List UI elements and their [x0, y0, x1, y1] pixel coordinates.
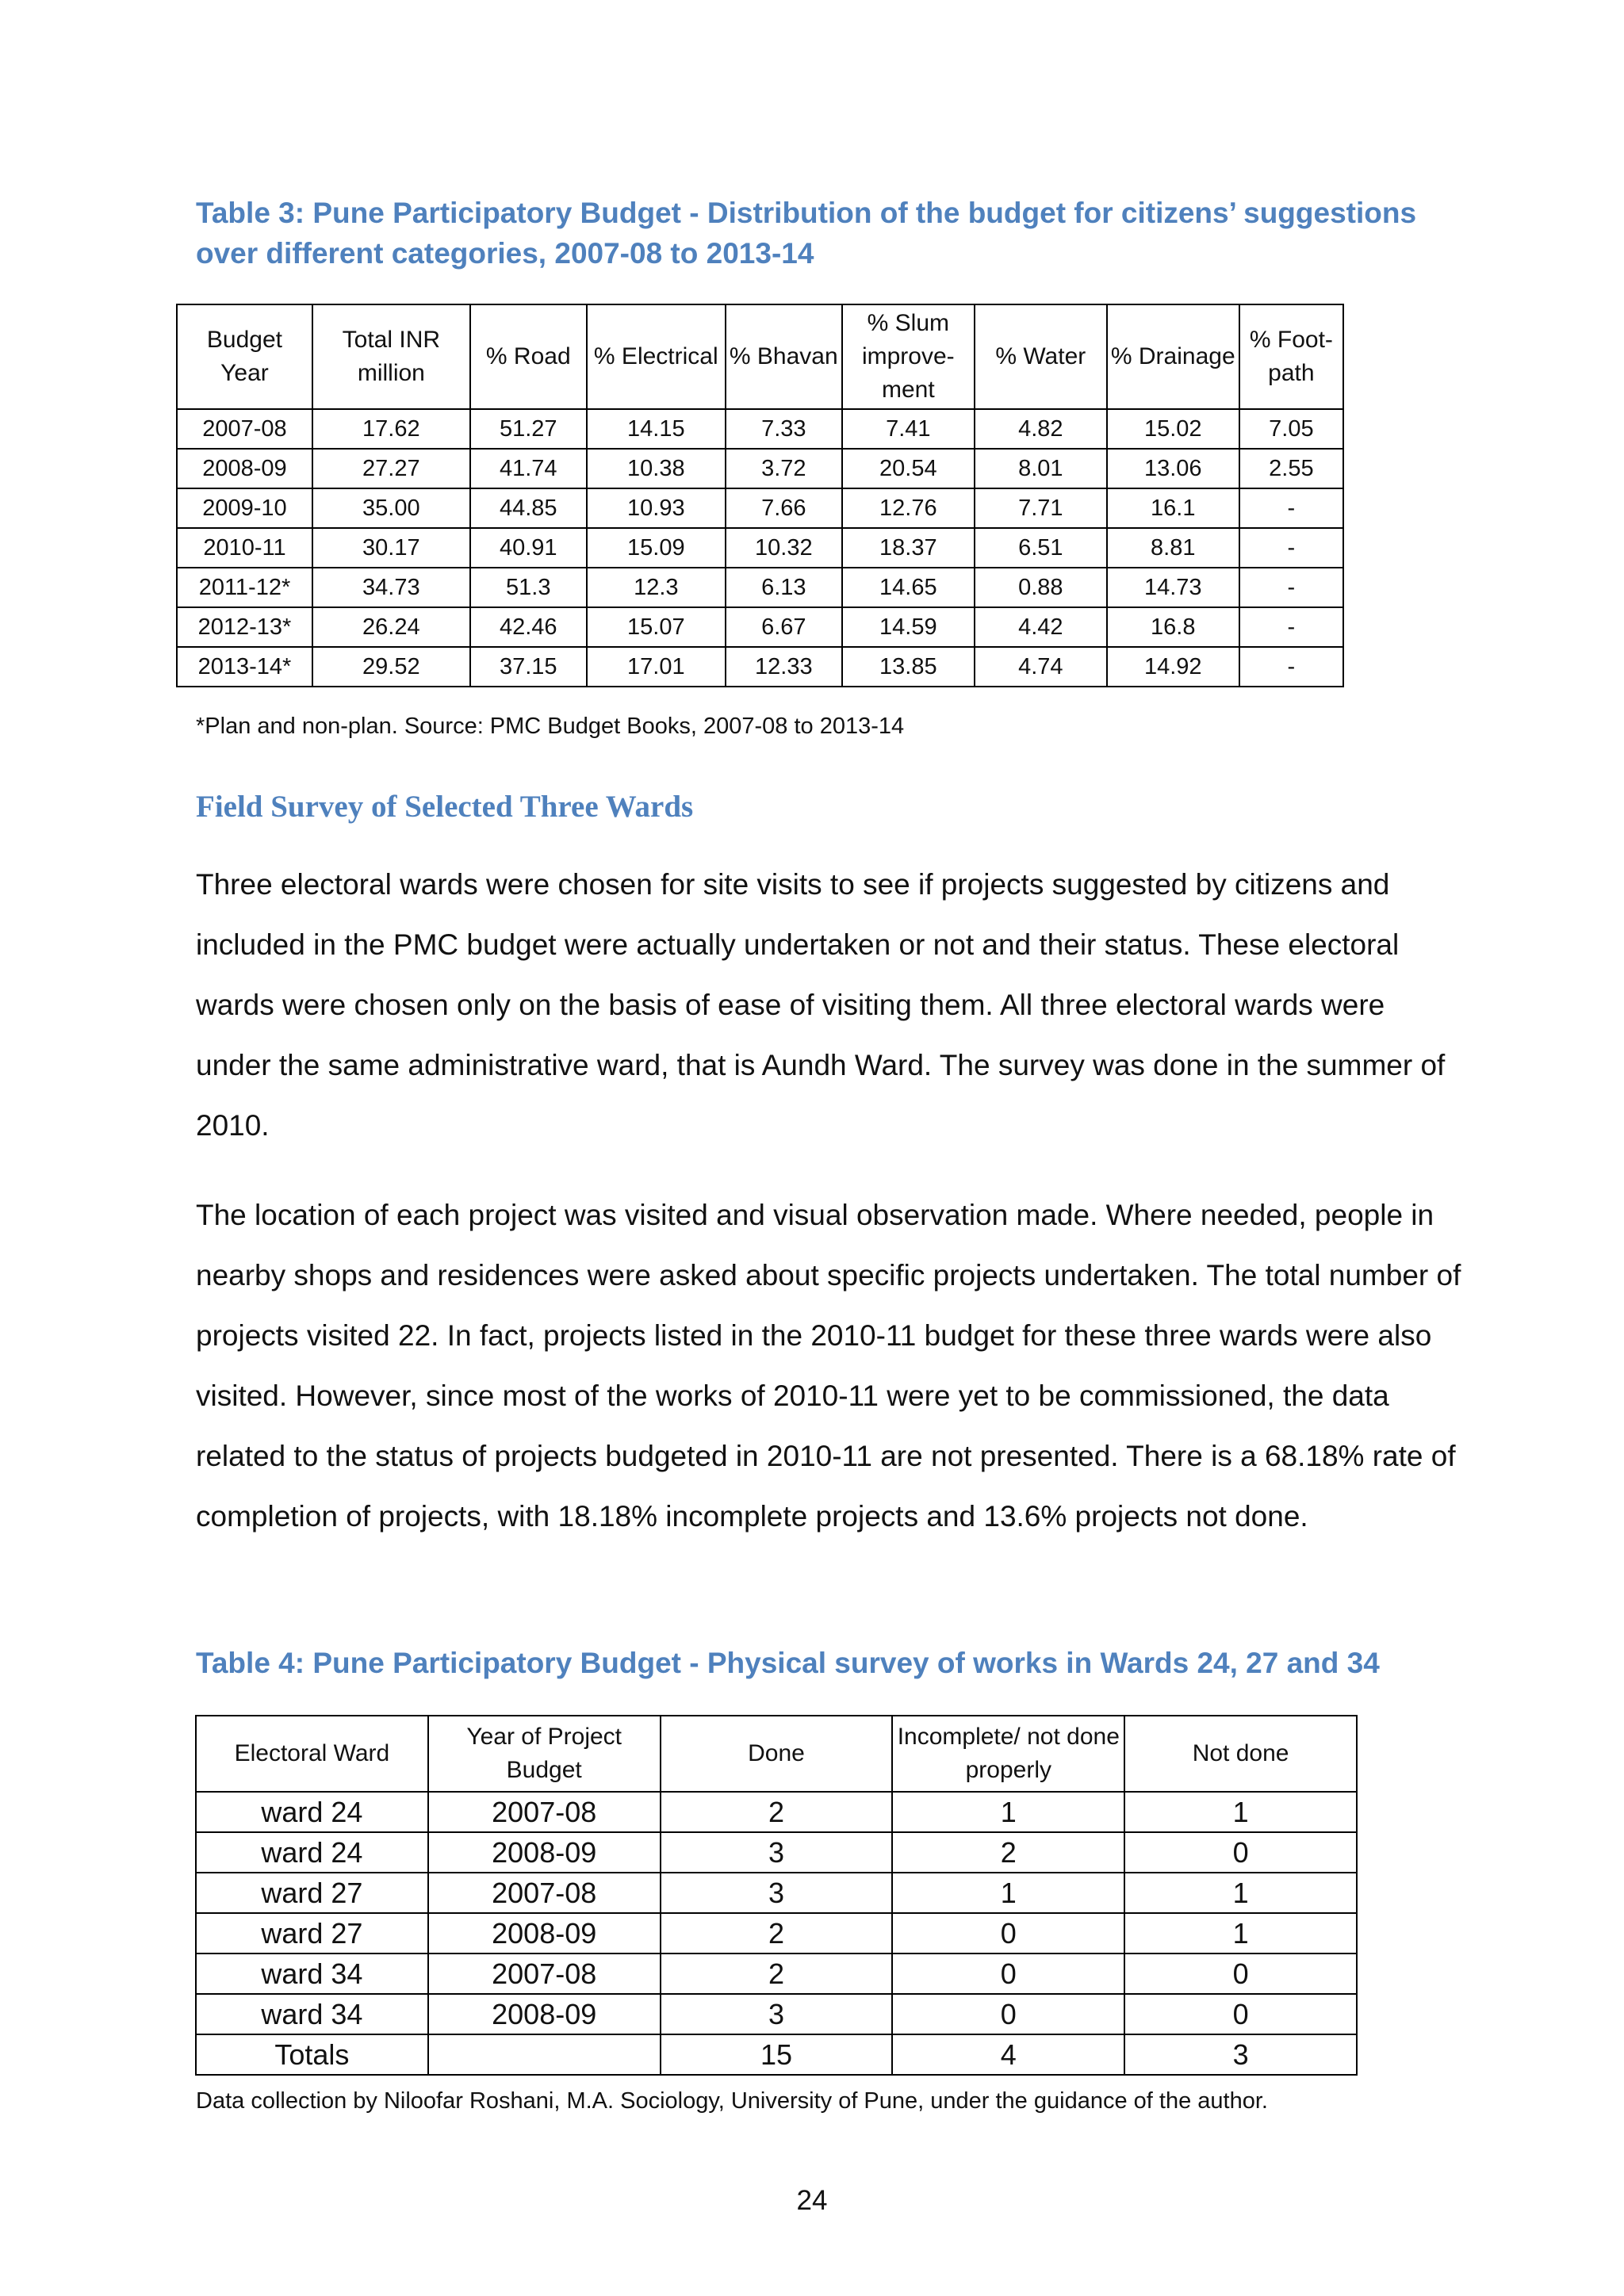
- header-slum-improvement: % Slum improve-ment: [842, 304, 975, 409]
- header-total-inr: Total INR million: [312, 304, 470, 409]
- table-cell: 7.05: [1239, 409, 1343, 449]
- table-cell: 26.24: [312, 607, 470, 647]
- table-cell: 6.51: [975, 528, 1107, 568]
- table-cell: -: [1239, 647, 1343, 687]
- table-row: [177, 568, 1343, 607]
- table-row: [177, 607, 1343, 647]
- table-cell: 6.13: [726, 568, 842, 607]
- table-cell: 10.32: [726, 528, 842, 568]
- table-cell: 4: [892, 2034, 1124, 2075]
- table-cell: 14.92: [1107, 647, 1239, 687]
- table-cell: 7.66: [726, 488, 842, 528]
- table-cell: 0: [892, 1994, 1124, 2034]
- table-cell: 1: [1124, 1792, 1357, 1832]
- table-cell: 12.33: [726, 647, 842, 687]
- table-row: [177, 528, 1343, 568]
- table-cell: ward 27: [196, 1913, 428, 1954]
- table-cell: 3: [661, 1994, 893, 2034]
- table-cell: 2: [661, 1792, 893, 1832]
- table-cell: 41.74: [470, 449, 587, 488]
- table-cell: 3.72: [726, 449, 842, 488]
- table-cell: -: [1239, 607, 1343, 647]
- table3-source-note: *Plan and non-plan. Source: PMC Budget Books, 2007-08 to 2013-14: [196, 714, 905, 739]
- table-cell: 0.88: [975, 568, 1107, 607]
- table-cell: 14.59: [842, 607, 975, 647]
- table-cell: 7.41: [842, 409, 975, 449]
- header-not-done: Not done: [1124, 1716, 1357, 1792]
- table-cell: 17.01: [587, 647, 726, 687]
- table4-data-note: Data collection by Niloofar Roshani, M.A. Sociology, University of Pune, under the guidance of the author.: [196, 2088, 1268, 2114]
- table-cell: 20.54: [842, 449, 975, 488]
- table-row: [196, 1913, 1357, 1954]
- table4-header-row: [196, 1716, 1357, 1792]
- table-cell: ward 34: [196, 1954, 428, 1994]
- table-cell: 14.15: [587, 409, 726, 449]
- table-cell: 4.82: [975, 409, 1107, 449]
- table-row: [196, 1954, 1357, 1994]
- table-cell: 6.67: [726, 607, 842, 647]
- table-cell: 1: [1124, 1913, 1357, 1954]
- table-cell: 44.85: [470, 488, 587, 528]
- table-cell: 1: [892, 1873, 1124, 1913]
- table-cell: 2: [661, 1954, 893, 1994]
- table-cell: 3: [1124, 2034, 1357, 2075]
- table-cell: 10.93: [587, 488, 726, 528]
- table-cell: 2: [892, 1832, 1124, 1873]
- table-cell: 40.91: [470, 528, 587, 568]
- table-cell: 0: [1124, 1954, 1357, 1994]
- table-cell: 2007-08: [428, 1792, 661, 1832]
- table-cell: 29.52: [312, 647, 470, 687]
- table-cell: 51.27: [470, 409, 587, 449]
- table-cell: 15: [661, 2034, 893, 2075]
- table-row: [177, 488, 1343, 528]
- table-cell: 2012-13*: [177, 607, 312, 647]
- header-done: Done: [661, 1716, 893, 1792]
- table-cell: 16.1: [1107, 488, 1239, 528]
- table-cell: ward 24: [196, 1792, 428, 1832]
- table-cell: 0: [1124, 1994, 1357, 2034]
- table-cell: 15.09: [587, 528, 726, 568]
- table-cell: 8.01: [975, 449, 1107, 488]
- table-cell: 0: [892, 1913, 1124, 1954]
- table-cell: 16.8: [1107, 607, 1239, 647]
- header-drainage: % Drainage: [1107, 304, 1239, 409]
- table-cell: -: [1239, 488, 1343, 528]
- table-row: [196, 1792, 1357, 1832]
- header-incomplete: Incomplete/ not done properly: [892, 1716, 1124, 1792]
- table-cell: 2008-09: [428, 1913, 661, 1954]
- table-cell: 3: [661, 1832, 893, 1873]
- table3-header-row: [177, 304, 1343, 409]
- table-cell: 1: [892, 1792, 1124, 1832]
- table-cell: 2007-08: [428, 1954, 661, 1994]
- table-row: [196, 1994, 1357, 2034]
- table-cell: 2013-14*: [177, 647, 312, 687]
- table-cell: 2: [661, 1913, 893, 1954]
- table4-body: [196, 1792, 1357, 2075]
- header-footpath: % Foot-path: [1239, 304, 1343, 409]
- header-water: % Water: [975, 304, 1107, 409]
- table-cell: 14.65: [842, 568, 975, 607]
- header-budget-year: Budget Year: [177, 304, 312, 409]
- table-cell: 2007-08: [177, 409, 312, 449]
- table-cell: 4.74: [975, 647, 1107, 687]
- table-cell: 7.33: [726, 409, 842, 449]
- table-cell: ward 24: [196, 1832, 428, 1873]
- table-cell: 3: [661, 1873, 893, 1913]
- table-cell: ward 27: [196, 1873, 428, 1913]
- table-cell: 7.71: [975, 488, 1107, 528]
- table-cell: 13.06: [1107, 449, 1239, 488]
- table-cell: 0: [1124, 1832, 1357, 1873]
- table-cell: 4.42: [975, 607, 1107, 647]
- table-cell: 51.3: [470, 568, 587, 607]
- table-cell: 13.85: [842, 647, 975, 687]
- table-cell: 15.07: [587, 607, 726, 647]
- table-cell: 2008-09: [428, 1994, 661, 2034]
- table3-body: [177, 409, 1343, 687]
- table-row: [196, 2034, 1357, 2075]
- table-cell: 35.00: [312, 488, 470, 528]
- table-cell: 2.55: [1239, 449, 1343, 488]
- table4-caption: Table 4: Pune Participatory Budget - Physical survey of works in Wards 24, 27 and 34: [196, 1647, 1380, 1679]
- table-cell: 42.46: [470, 607, 587, 647]
- table-cell: 10.38: [587, 449, 726, 488]
- table-cell: 2009-10: [177, 488, 312, 528]
- table-cell: 37.15: [470, 647, 587, 687]
- table-cell: -: [1239, 568, 1343, 607]
- table-row: [177, 647, 1343, 687]
- section-heading: Field Survey of Selected Three Wards: [196, 790, 694, 824]
- table-cell: 2007-08: [428, 1873, 661, 1913]
- table-cell: -: [1239, 528, 1343, 568]
- header-bhavan: % Bhavan: [726, 304, 842, 409]
- table-cell: 12.3: [587, 568, 726, 607]
- table-cell: Totals: [196, 2034, 428, 2075]
- table-cell: 15.02: [1107, 409, 1239, 449]
- budget-distribution-table: [176, 304, 1344, 687]
- table-cell: [428, 2034, 661, 2075]
- table-cell: 18.37: [842, 528, 975, 568]
- table-cell: 30.17: [312, 528, 470, 568]
- table-cell: 2008-09: [177, 449, 312, 488]
- table3-caption: Table 3: Pune Participatory Budget - Distribution of the budget for citizens’ suggestions over different categories, 2007-08 to 2013-14: [196, 197, 1417, 270]
- table-cell: 8.81: [1107, 528, 1239, 568]
- table-cell: 17.62: [312, 409, 470, 449]
- table-cell: 2011-12*: [177, 568, 312, 607]
- ward-survey-table: [195, 1715, 1358, 2076]
- table-cell: 1: [1124, 1873, 1357, 1913]
- table-row: [196, 1832, 1357, 1873]
- page-number: 24: [796, 2185, 828, 2216]
- header-road: % Road: [470, 304, 587, 409]
- table-cell: 2008-09: [428, 1832, 661, 1873]
- body-paragraph: Three electoral wards were chosen for site visits to see if projects suggested by citizens and included in the PMC budget were actually undertaken or not and their status. These electoral wards were chosen only on the basis of ease of visiting them. All three electoral wards were under the same administrative ward, that is Aundh Ward. The survey was done in the summer of 2010.: [196, 868, 1446, 1142]
- header-electrical: % Electrical: [587, 304, 726, 409]
- table-cell: 14.73: [1107, 568, 1239, 607]
- table-row: [177, 449, 1343, 488]
- table-cell: 34.73: [312, 568, 470, 607]
- body-paragraph: The location of each project was visited and visual observation made. Where needed, people in nearby shops and residences were asked about specific projects undertaken. The total number of projects visited 22. In fact, projects listed in the 2010-11 budget for these three wards were also visited. However, since most of the works of 2010-11 were yet to be commissioned, the data related to the status of projects budgeted in 2010-11 are not presented. There is a 68.18% rate of completion of projects, with 18.18% incomplete projects and 13.6% projects not done.: [196, 1199, 1461, 1533]
- table-cell: 12.76: [842, 488, 975, 528]
- table-cell: 0: [892, 1954, 1124, 1994]
- header-electoral-ward: Electoral Ward: [196, 1716, 428, 1792]
- table-cell: 2010-11: [177, 528, 312, 568]
- table-row: [196, 1873, 1357, 1913]
- table-cell: ward 34: [196, 1994, 428, 2034]
- table-cell: 27.27: [312, 449, 470, 488]
- table-row: [177, 409, 1343, 449]
- header-project-year: Year of Project Budget: [428, 1716, 661, 1792]
